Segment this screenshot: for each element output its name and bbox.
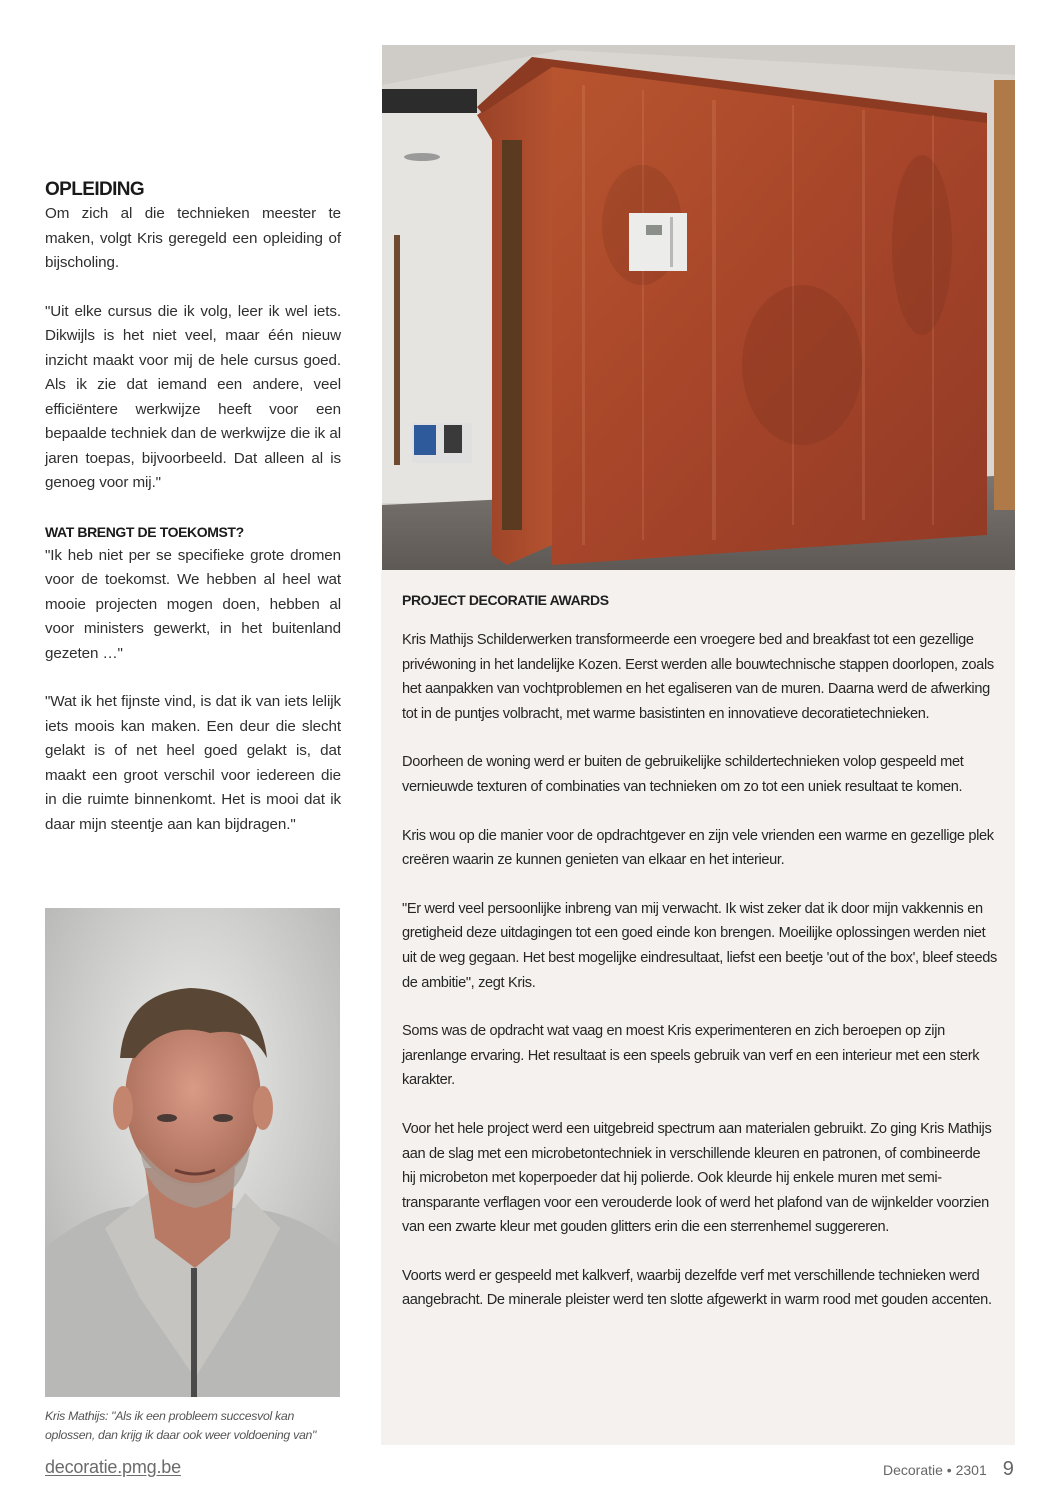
- page-number: 9: [1002, 1458, 1014, 1480]
- panel-paragraph: Soms was de opdracht wat vaag en moest Kris experimenteren en zich beroepen op zijn jarenlange ervaring. Het resultaat is een speels gebruik van verf en een interieur met een sterk karakter.: [402, 1023, 980, 1089]
- paragraph: "Uit elke cursus die ik volg, leer ik wel iets. Dikwijls is het niet veel, maar één nieuw inzicht maakt voor mij de hele cursus goed. Als ik zie dat iemand een andere, veel efficiëntere werkwijze heeft voor een bepaalde techniek dan de werkwijze die ik al jaren toepas, bijvoorbeeld. Dat alleen al is genoeg voor mij.": [45, 302, 341, 491]
- portrait-photo: [45, 908, 340, 1397]
- panel-paragraph: Doorheen de woning werd er buiten de gebruikelijke schildertechnieken volop gespeeld met vernieuwde texturen of combinaties van technieken om zo tot een uniek resultaat te komen.: [402, 754, 964, 795]
- wall-photo-illustration: [382, 45, 1015, 570]
- panel-paragraph: "Er werd veel persoonlijke inbreng van mij verwacht. Ik wist zeker dat ik door mijn vakkennis en gretigheid deze uitdagingen tot een goed einde kon brengen. Moeilijke oplossingen werden niet uit de weg gegaan. Het best mogelijke eindresultaat, liefst een beetje 'out of the box', bleef steeds de ambitie", zegt Kris.: [402, 900, 997, 991]
- paragraph: "Wat ik het fijnste vind, is dat ik van iets lelijk iets moois kan maken. Een deur die slecht gelakt is of net heel goed gelakt is, dat maakt een groot verschil voor iedereen die in die ruimte binnenkomt. Het is mooi dat ik daar mijn steentje aan kan bijdragen.": [45, 693, 341, 833]
- page-footer: [883, 1458, 1014, 1481]
- portrait-illustration: [45, 908, 340, 1397]
- wall-photo: [382, 45, 1015, 570]
- website-link[interactable]: decoratie.pmg.be: [45, 1457, 181, 1477]
- paragraph: "Ik heb niet per se specifieke grote dromen voor de toekomst. We hebben al heel wat mooie projecten mogen doen, hebben al voor ministers gewerkt, in het buitenland gezeten …": [45, 546, 341, 662]
- panel-paragraph: Kris Mathijs Schilderwerken transformeerde een vroegere bed and breakfast tot een gezellige privéwoning in het landelijke Kozen. Eerst werden alle bouwtechnische stappen doorlopen, zoals het aanpakken van vochtproblemen en het egaliseren van de muren. Daarna werd de afwerking tot in de puntjes volbracht, met warme basistinten en innovatieve decoratietechnieken.: [402, 632, 994, 722]
- magazine-issue: Decoratie • 2301: [883, 1462, 987, 1478]
- section-heading-opleiding: OPLEIDING: [45, 179, 145, 200]
- section-heading-toekomst: WAT BRENGT DE TOEKOMST?: [45, 523, 244, 540]
- panel-heading: PROJECT DECORATIE AWARDS: [402, 592, 609, 608]
- portrait-caption: Kris Mathijs: "Als ik een probleem succesvol kan oplossen, dan krijg ik daar ook weer voldoening van": [45, 1409, 317, 1442]
- paragraph: Om zich al die technieken meester te maken, volgt Kris geregeld een opleiding of bijscholing.: [45, 205, 341, 271]
- panel-paragraph: Kris wou op die manier voor de opdrachtgever en zijn vele vrienden een warme en gezellige plek creëren waarin ze kunnen genieten van elkaar en het interieur.: [402, 827, 994, 869]
- panel-paragraph: Voor het hele project werd een uitgebreid spectrum aan materialen gebruikt. Zo ging Kris Mathijs aan de slag met een microbetontechniek in verschillende kleuren en patronen, of combineerde hij microbeton met koperpoeder dat hij polierde. Ook kleurde hij enkele muren met semi-transparante verflagen voor een verouderde look of werd het plafond van de wijnkelder voorzien van een zwarte kleur met gouden glitters erin die een sterrenhemel suggereren.: [402, 1120, 992, 1236]
- project-awards-panel: [381, 570, 1015, 1445]
- left-column: [45, 178, 341, 837]
- panel-paragraph: Voorts werd er gespeeld met kalkverf, waarbij dezelfde verf met verschillende technieken werd aangebracht. De minerale pleister werd ten slotte afgewerkt in warm rood met gouden accenten.: [402, 1267, 992, 1309]
